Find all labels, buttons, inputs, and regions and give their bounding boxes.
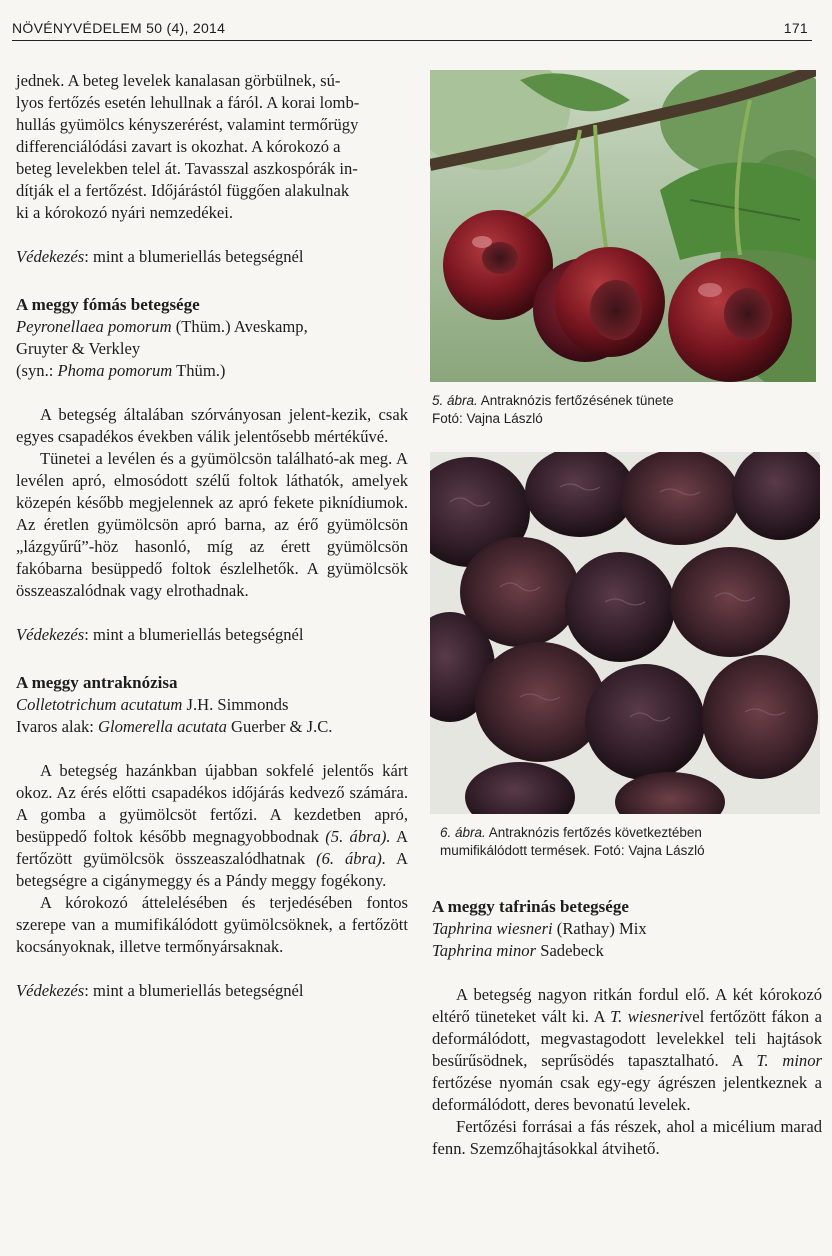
section-title-tafrinas: A meggy tafrinás betegsége	[432, 897, 629, 916]
running-header	[12, 18, 812, 41]
section-title-antraknozis: A meggy antraknózisa	[16, 673, 178, 692]
teleomorph-line: Ivaros alak: Glomerella acutata Guerber & J.C.	[16, 717, 333, 736]
page-number: 171	[783, 20, 808, 36]
section-title-fomas: A meggy fómás betegsége	[16, 295, 200, 314]
antraknozis-paragraph-2: A kórokozó áttelelésében és terjedésében fontos szerepe van a mumifikálódott gyümölcsöknek, a fertőzött kocsányoknak, illetve termőnyársaknak.	[16, 893, 408, 956]
protection-note-2: Védekezés: mint a blumeriellás betegségnél	[16, 625, 304, 644]
fomas-paragraph-1: A betegség általában szórványosan jelent-kezik, csak egyes csapadékos években válik jelentősebb mértékűvé.	[16, 405, 408, 446]
left-column	[16, 70, 408, 1002]
species-line-1: Peyronellaea pomorum (Thüm.) Aveskamp,	[16, 317, 308, 336]
cherries-on-branch-image	[430, 70, 816, 382]
protection-note-1: Védekezés: mint a blumeriellás betegségnél	[16, 247, 304, 266]
tafrinas-paragraph-1: A betegség nagyon ritkán fordul elő. A két kórokozó eltérő tüneteket vált ki. A T. wiesnerivel fertőzött fákon a deformálódott, megvastagodott levelekkel teli hajtások besűrűsödnek, seprűsödés tapasztalható. A T. minor fertőzése nyomán csak egy-egy ágrészen jelentkeznek a deformálódott, deres bevonatú levelek.	[432, 985, 822, 1114]
species-line-1b: Gruyter & Verkley	[16, 339, 141, 358]
journal-citation: NÖVÉNYVÉDELEM 50 (4), 2014	[12, 20, 226, 36]
figure-6-photo	[430, 452, 820, 814]
species-line-2: Colletotrichum acutatum J.H. Simmonds	[16, 695, 289, 714]
tafrinas-species-1: Taphrina wiesneri (Rathay) Mix	[432, 919, 647, 938]
protection-note-3: Védekezés: mint a blumeriellás betegségnél	[16, 981, 304, 1000]
fomas-paragraph-2: Tünetei a levélen és a gyümölcsön található-ak meg. A levélen apró, elmosódott szélű foltok láthatók, amelyek közepén később megjelennek az apró fekete piknídiumok. Az éretlen gyümölcsön apró barna, az érő gyümölcsön „lázgyűrű”-höz hasonló, míg az érett gyümölcsön fakóbarna besüppedő foltok észlelhetők. A gyümölcsök összeaszalódnak vagy elrothadnak.	[16, 449, 408, 600]
tafrinas-species-2: Taphrina minor Sadebeck	[432, 941, 604, 960]
intro-paragraph: jednek. A beteg levelek kanalasan görbülnek, sú- lyos fertőzés esetén lehullnak a fáról. A korai lomb- hullás gyümölcs kényszerérést, valamint termőrügy differenciálódási zavart is okozhat. A kórokozó a beteg levelekben telel át. Tavasszal aszkospórák in- dítják el a fertőzést. Időjárástól függően alakulnak ki a kórokozó nyári nemzedékei.	[16, 71, 360, 222]
figure-5-credit: Fotó: Vajna László	[432, 411, 543, 426]
figure-5-photo	[430, 70, 816, 382]
figure-ref-6: (6. ábra).	[316, 849, 386, 868]
antraknozis-paragraph-1: A betegség hazánkban újabban sokfelé jelentős kárt okoz. Az érés előtti csapadékos időjárás kedvező számára. A gomba a gyümölcsöt fertőzi. A kezdetben apró, besüppedő foltok később megnagyobbodnak (5. ábra). A fertőzött gyümölcsök összeaszalódhatnak (6. ábra). A betegségre a cigánymeggy és a Pándy meggy fogékony.	[16, 761, 408, 890]
synonym-line: (syn.: Phoma pomorum Thüm.)	[16, 361, 226, 380]
figure-6-caption: 6. ábra. Antraknózis fertőzés következtében mumifikálódott termések. Fotó: Vajna László	[440, 825, 705, 858]
figure-5-caption: 5. ábra. Antraknózis fertőzésének tünete Fotó: Vajna László	[432, 392, 822, 428]
tafrinas-paragraph-2: Fertőzési forrásai a fás részek, ahol a micélium marad fenn. Szemzőhajtásokkal átvihető.	[432, 1117, 822, 1158]
mummified-fruits-image	[430, 452, 820, 814]
right-column	[432, 896, 822, 1160]
figure-ref-5: (5. ábra).	[325, 827, 391, 846]
